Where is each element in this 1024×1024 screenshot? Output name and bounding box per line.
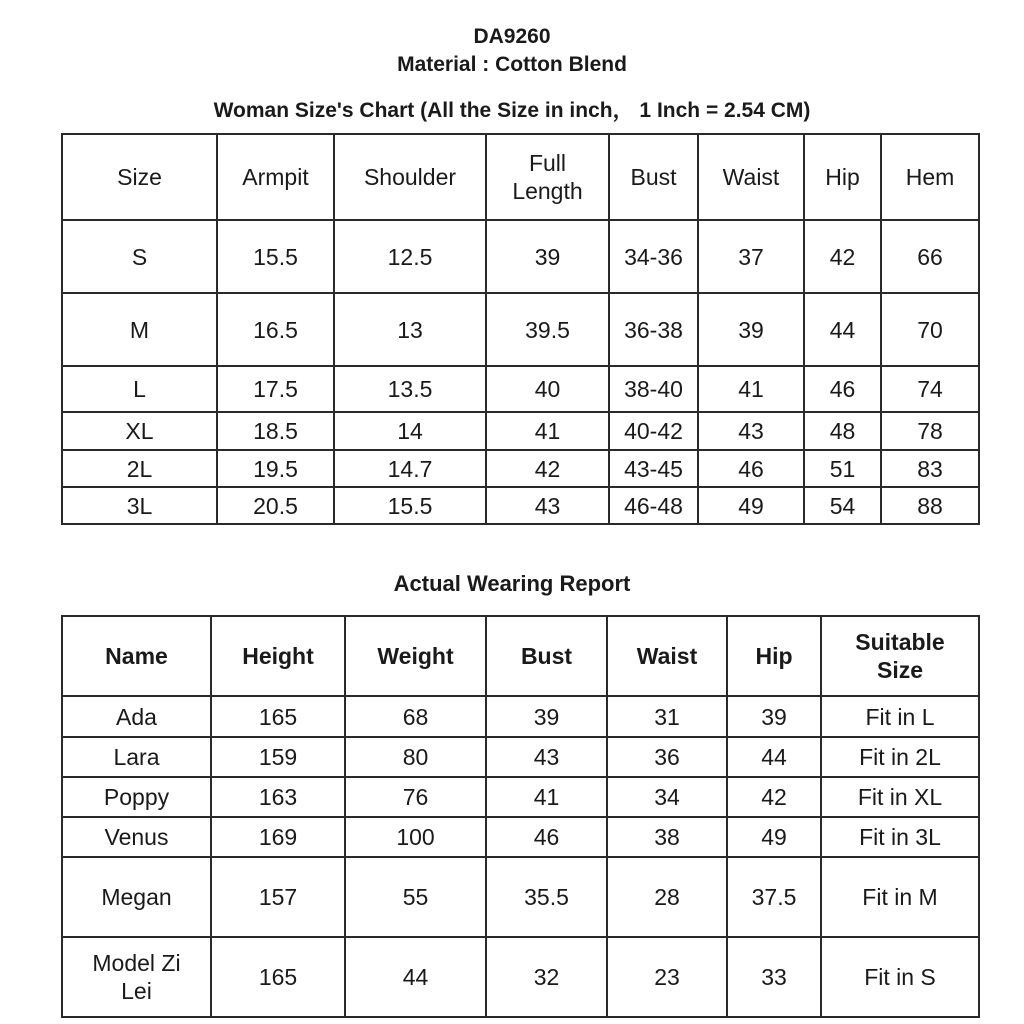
size-value-cell: 16.5 [217,293,334,366]
size-value-cell: 39 [698,293,804,366]
measurement-cell: 43 [486,737,607,777]
suitable-size-cell: Fit in L [821,696,979,737]
size-value-cell: 20.5 [217,487,334,524]
col-header-bust: Bust [486,616,607,696]
size-value-cell: 40 [486,366,609,412]
size-value-cell: 37 [698,220,804,293]
size-value-cell: 13.5 [334,366,486,412]
size-value-cell: 14.7 [334,450,486,487]
size-value-cell: 43-45 [609,450,698,487]
size-value-cell: 15.5 [217,220,334,293]
size-label-cell: 2L [62,450,217,487]
size-chart-header-row [62,134,979,220]
col-header-suitable-size: Suitable Size [821,616,979,696]
measurement-cell: 157 [211,857,345,937]
col-header-hem: Hem [881,134,979,220]
col-header-waist: Waist [607,616,727,696]
measurement-cell: 28 [607,857,727,937]
size-value-cell: 12.5 [334,220,486,293]
measurement-cell: 34 [607,777,727,817]
person-name-cell: Megan [62,857,211,937]
size-value-cell: 19.5 [217,450,334,487]
size-value-cell: 36-38 [609,293,698,366]
suitable-size-cell: Fit in 3L [821,817,979,857]
suitable-size-cell: Fit in 2L [821,737,979,777]
measurement-cell: 41 [486,777,607,817]
measurement-cell: 44 [345,937,486,1017]
size-value-cell: 44 [804,293,881,366]
measurement-cell: 37.5 [727,857,821,937]
size-value-cell: 88 [881,487,979,524]
col-header-height: Height [211,616,345,696]
measurement-cell: 165 [211,937,345,1017]
measurement-cell: 68 [345,696,486,737]
suitable-size-cell: Fit in M [821,857,979,937]
size-chart-row [62,366,979,412]
size-label-cell: M [62,293,217,366]
size-chart-table [61,133,980,525]
col-header-waist: Waist [698,134,804,220]
measurement-cell: 55 [345,857,486,937]
size-value-cell: 43 [698,412,804,450]
size-value-cell: 42 [486,450,609,487]
size-chart-row [62,487,979,524]
size-chart-row [62,220,979,293]
col-header-full-length: Full Length [486,134,609,220]
size-value-cell: 54 [804,487,881,524]
suitable-size-cell: Fit in XL [821,777,979,817]
product-code: DA9260 [473,25,551,48]
measurement-cell: 46 [486,817,607,857]
report-row [62,696,979,737]
measurement-cell: 39 [486,696,607,737]
measurement-cell: 169 [211,817,345,857]
person-name-cell: Model Zi Lei [62,937,211,1017]
measurement-cell: 80 [345,737,486,777]
measurement-cell: 42 [727,777,821,817]
size-value-cell: 83 [881,450,979,487]
measurement-cell: 159 [211,737,345,777]
measurement-cell: 35.5 [486,857,607,937]
size-label-cell: 3L [62,487,217,524]
size-label-cell: S [62,220,217,293]
material-line: Material : Cotton Blend [397,53,627,76]
report-row [62,937,979,1017]
size-chart-row [62,412,979,450]
report-row [62,817,979,857]
size-value-cell: 41 [486,412,609,450]
size-value-cell: 39.5 [486,293,609,366]
measurement-cell: 49 [727,817,821,857]
person-name-cell: Venus [62,817,211,857]
measurement-cell: 33 [727,937,821,1017]
size-value-cell: 78 [881,412,979,450]
size-value-cell: 46 [804,366,881,412]
size-value-cell: 41 [698,366,804,412]
person-name-cell: Ada [62,696,211,737]
measurement-cell: 23 [607,937,727,1017]
col-header-hip: Hip [804,134,881,220]
report-row [62,777,979,817]
col-header-weight: Weight [345,616,486,696]
size-chart-row [62,293,979,366]
size-value-cell: 46-48 [609,487,698,524]
wearing-report-table [61,615,980,1018]
measurement-cell: 76 [345,777,486,817]
measurement-cell: 163 [211,777,345,817]
size-value-cell: 70 [881,293,979,366]
size-value-cell: 49 [698,487,804,524]
size-value-cell: 43 [486,487,609,524]
report-header-row [62,616,979,696]
size-chart-row [62,450,979,487]
size-value-cell: 13 [334,293,486,366]
measurement-cell: 38 [607,817,727,857]
size-value-cell: 40-42 [609,412,698,450]
size-value-cell: 14 [334,412,486,450]
size-value-cell: 66 [881,220,979,293]
report-row [62,737,979,777]
size-value-cell: 34-36 [609,220,698,293]
measurement-cell: 32 [486,937,607,1017]
size-value-cell: 51 [804,450,881,487]
measurement-cell: 44 [727,737,821,777]
size-value-cell: 42 [804,220,881,293]
person-name-cell: Poppy [62,777,211,817]
measurement-cell: 100 [345,817,486,857]
col-header-shoulder: Shoulder [334,134,486,220]
size-label-cell: L [62,366,217,412]
measurement-cell: 39 [727,696,821,737]
size-value-cell: 46 [698,450,804,487]
wearing-report-title: Actual Wearing Report [393,571,631,596]
size-value-cell: 17.5 [217,366,334,412]
size-value-cell: 39 [486,220,609,293]
size-chart-title: Woman Size's Chart (All the Size in inch， 1 Inch = 2.54 CM) [213,99,811,122]
size-value-cell: 38-40 [609,366,698,412]
col-header-name: Name [62,616,211,696]
measurement-cell: 36 [607,737,727,777]
size-value-cell: 18.5 [217,412,334,450]
size-value-cell: 48 [804,412,881,450]
suitable-size-cell: Fit in S [821,937,979,1017]
size-value-cell: 74 [881,366,979,412]
col-header-hip: Hip [727,616,821,696]
size-label-cell: XL [62,412,217,450]
col-header-size: Size [62,134,217,220]
person-name-cell: Lara [62,737,211,777]
report-row [62,857,979,937]
col-header-armpit: Armpit [217,134,334,220]
col-header-bust: Bust [609,134,698,220]
size-value-cell: 15.5 [334,487,486,524]
measurement-cell: 165 [211,696,345,737]
measurement-cell: 31 [607,696,727,737]
